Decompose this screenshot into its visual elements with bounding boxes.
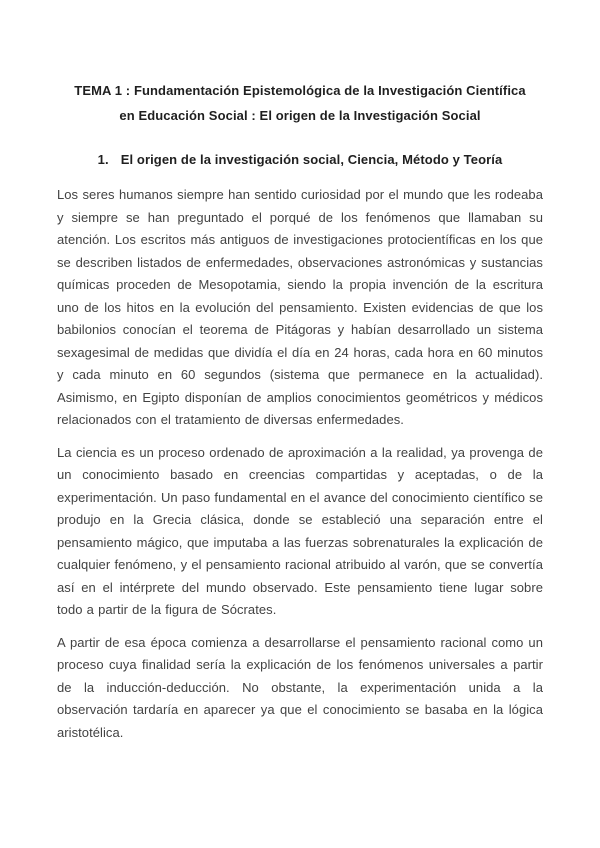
body-paragraph-3: A partir de esa época comienza a desarrollarse el pensamiento racional como un proceso cuya finalidad sería la explicación de los fenómenos universales a partir de la inducción-deducción. No obstante, la experimentación unida a la observación tardaría en aparecer ya que el conocimiento se basaba en la lógica aristotélica. [57, 634, 543, 740]
document-body [57, 184, 543, 744]
section-heading [57, 151, 543, 169]
body-paragraph-2: La ciencia es un proceso ordenado de aproximación a la realidad, ya provenga de un conocimiento basado en creencias compartidas y aceptadas, o de la experimentación. Un paso fundamental en el avance del conocimiento científico se produjo en la Grecia clásica, donde se estableció una separación entre el pensamiento mágico, que imputaba a las fuerzas sobrenaturales la explicación de cualquier fenómeno, y el pensamiento racional atribuido al varón, que se convertía así en el intérprete del mundo observado. Este pensamiento tiene lugar sobre todo a partir de la figura de Sócrates. [57, 444, 543, 617]
section-number: 1. [97, 152, 109, 167]
body-paragraph-1: Los seres humanos siempre han sentido curiosidad por el mundo que les rodeaba y siempre se han preguntado el porqué de los fenómenos que llamaban su atención. Los escritos más antiguos de investigaciones protocientíficas en los que se describen listados de enfermedades, observaciones astronómicas y sustancias químicas proceden de Mesopotamia, siendo la propia invención de la escritura uno de los hitos en la evolución del pensamiento. Existen evidencias de que los babilonios conocían el teorema de Pitágoras y habían desarrollado un sistema sexagesimal de medidas que dividía el día en 24 horas, cada hora en 60 minutos y cada minuto en 60 segundos (sistema que permanece en la actualidad). Asimismo, en Egipto disponían de amplios conocimientos geométricos y médicos relacionados con el tratamiento de diversas enfermedades. [57, 187, 543, 427]
section-heading-label: El origen de la investigación social, Ciencia, Método y Teoría [120, 152, 503, 167]
document-title-line-1: TEMA 1 : Fundamentación Epistemológica de la Investigación Científica [74, 83, 526, 98]
document-title [57, 78, 543, 128]
document-title-line-2: en Educación Social : El origen de la Investigación Social [119, 108, 481, 123]
